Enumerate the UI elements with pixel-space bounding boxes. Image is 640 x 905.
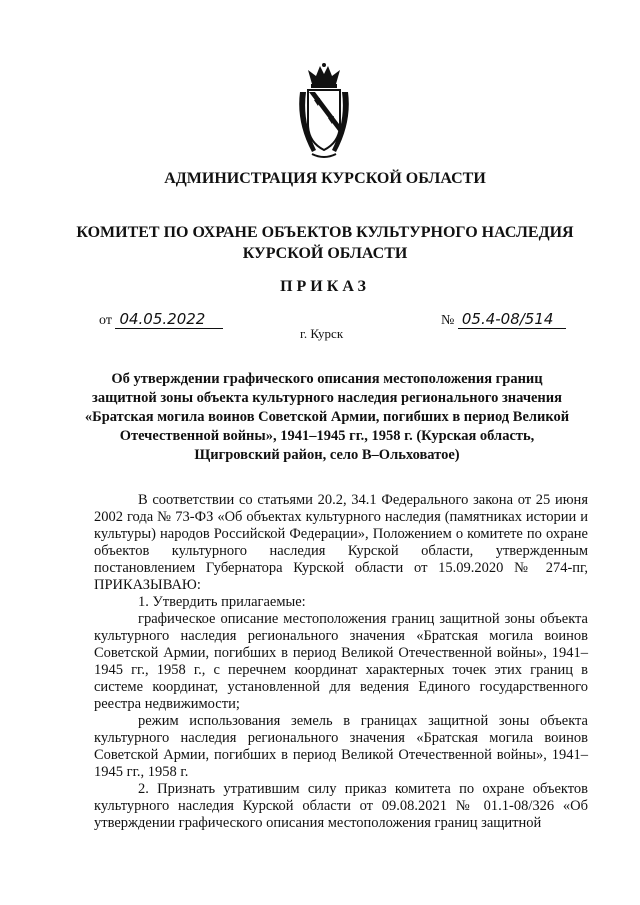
date-field — [99, 310, 223, 329]
body-paragraph: графическое описание местоположения границ защитной зоны объекта культурного наследия регионального значения «Братская могила воинов Советской Армии, погибших в период Великой Отечественной войны», 1941–1945 гг., 1958 г., с перечнем координат характерных точек этих границ в системе координат, установленной для ведения Единого государственного реестра недвижимости; — [94, 611, 588, 712]
number-field — [441, 310, 566, 329]
committee-title-line1: КОМИТЕТ ПО ОХРАНЕ ОБЪЕКТОВ КУЛЬТУРНОГО НАСЛЕДИЯ — [76, 224, 574, 241]
coat-of-arms-emblem — [294, 62, 354, 160]
administration-title: АДМИНИСТРАЦИЯ КУРСКОЙ ОБЛАСТИ — [164, 170, 486, 187]
committee-title — [40, 222, 610, 264]
body-paragraph: В соответствии со статьями 20.2, 34.1 Федерального закона от 25 июня 2002 года № 73-ФЗ «Об объектах культурного наследия (памятниках истории и культуры) народов Российской Федерации», Положением о комитете по охране объектов культурного наследия Курской области, утвержденным постановлением Губернатора Курской области от 15.09.2020 № 274-пг, ПРИКАЗЫВАЮ: — [94, 492, 588, 593]
order-body — [94, 492, 588, 832]
number-label: № — [441, 313, 455, 328]
body-paragraph: режим использования земель в границах защитной зоны объекта культурного наследия регионального значения «Братская могила воинов Советской Армии, погибших в период Великой Отечественной войны», 1941–1945 гг., 1958 г. — [94, 713, 588, 780]
body-paragraph: 2. Признать утратившим силу приказ комитета по охране объектов культурного наследия Курской области от 09.08.2021 № 01.1-08/326 «Об утверждении графического описания местоположения границ защитной — [94, 781, 588, 831]
body-paragraph: 1. Утвердить прилагаемые: — [138, 594, 306, 610]
order-subject: Об утверждении графического описания местоположения границ защитной зоны объекта культурного наследия регионального значения «Братская могила воинов Советской Армии, погибших в период Великой Отечественной войны», 1941–1945 гг., 1958 г. (Курская область, Щигровский район, село В–Ольховатое) — [84, 371, 570, 463]
date-label: от — [99, 313, 112, 328]
committee-title-line2: КУРСКОЙ ОБЛАСТИ — [242, 245, 408, 262]
number-value: 05.4-08/514 — [458, 310, 566, 329]
date-value: 04.05.2022 — [115, 310, 223, 329]
document-type: ПРИКАЗ — [280, 278, 370, 295]
city-label: г. Курск — [300, 326, 344, 341]
